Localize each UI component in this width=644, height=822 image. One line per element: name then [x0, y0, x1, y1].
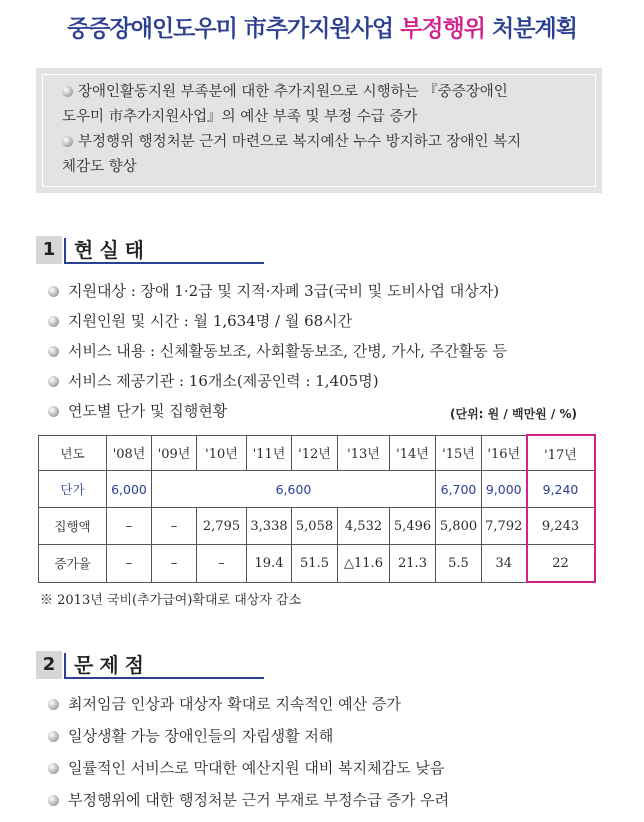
- section-number: 1: [36, 236, 62, 264]
- table-row-growth: [39, 545, 595, 583]
- list-item: 지원인원 및 시간 : 월 1,634명 / 월 68시간: [48, 310, 352, 332]
- list-item: 지원대상 : 장애 1·2급 및 지적·자폐 3급(국비 및 도비사업 대상자): [48, 280, 499, 302]
- table-cell: 19.4: [247, 545, 292, 583]
- table-row-exec: [39, 508, 595, 545]
- table-row-label: 집행액: [39, 508, 107, 545]
- table-cell: –: [197, 545, 247, 583]
- list-item: 일상생활 가능 장애인들의 자립생활 저해: [48, 725, 333, 747]
- bullet-icon: [48, 376, 59, 387]
- table-cell: 4,532: [338, 508, 390, 545]
- section-title: 현실태: [74, 238, 150, 262]
- section-number: 2: [36, 651, 62, 679]
- table-cell: 2,795: [197, 508, 247, 545]
- list-item: 일률적인 서비스로 막대한 예산지원 대비 복지체감도 낮음: [48, 757, 444, 779]
- bullet-icon: [48, 699, 59, 710]
- list-item: 연도별 단가 및 집행현황: [48, 400, 227, 422]
- list-item: 서비스 제공기관 : 16개소(제공인력 : 1,405명): [48, 370, 379, 392]
- page-title: [0, 10, 644, 43]
- table-cell: 6,600: [152, 471, 436, 508]
- bullet-icon: [48, 731, 59, 742]
- bullet-icon: [62, 136, 73, 147]
- table-cell: 6,000: [107, 471, 152, 508]
- table-cell: 5.5: [436, 545, 482, 583]
- table-header-cell: '13년: [338, 435, 390, 471]
- table-cell: 21.3: [390, 545, 436, 583]
- footnote: ※ 2013년 국비(추가급여)확대로 대상자 감소: [40, 593, 302, 608]
- table-row-price: [39, 471, 595, 508]
- table-cell: 51.5: [292, 545, 338, 583]
- table-header-row: [39, 435, 595, 471]
- bullet-icon: [48, 795, 59, 806]
- yearly-table: [38, 434, 596, 583]
- section-title: 문제점: [74, 653, 150, 677]
- table-cell: –: [107, 545, 152, 583]
- bullet-icon: [48, 346, 59, 357]
- title-part-plan: 처분계획: [492, 16, 577, 42]
- list-item: 서비스 내용 : 신체활동보조, 사회활동보조, 간병, 가사, 주간활동 등: [48, 340, 507, 362]
- table-cell: 34: [482, 545, 527, 583]
- table-cell: 22: [527, 545, 595, 583]
- table-cell: 7,792: [482, 508, 527, 545]
- bullet-icon: [48, 763, 59, 774]
- title-part-program: 중증장애인도우미 市추가지원사업: [67, 16, 394, 42]
- table-header-cell: '08년: [107, 435, 152, 471]
- table-row-label: 단가: [39, 471, 107, 508]
- table-cell: –: [152, 545, 197, 583]
- table-cell: 9,000: [482, 471, 527, 508]
- bullet-icon: [62, 86, 73, 97]
- table-header-cell: '09년: [152, 435, 197, 471]
- section-divider: [64, 238, 66, 264]
- table-cell: –: [107, 508, 152, 545]
- summary-box: [36, 68, 602, 193]
- table-cell: 9,240: [527, 471, 595, 508]
- table-header-cell: '14년: [390, 435, 436, 471]
- bullet-icon: [48, 286, 59, 297]
- table-header-cell: '12년: [292, 435, 338, 471]
- list-item: 최저임금 인상과 대상자 확대로 지속적인 예산 증가: [48, 693, 401, 715]
- title-part-misconduct: 부정행위: [400, 16, 486, 42]
- bullet-icon: [48, 406, 59, 417]
- summary-line: 체감도 향상: [62, 159, 137, 175]
- table-header-cell: '17년: [527, 435, 595, 471]
- table-cell: 5,058: [292, 508, 338, 545]
- table-cell: 3,338: [247, 508, 292, 545]
- list-item: 부정행위에 대한 행정처분 근거 부재로 부정수급 증가 우려: [48, 789, 449, 811]
- table-cell: –: [152, 508, 197, 545]
- table-cell: 9,243: [527, 508, 595, 545]
- unit-label: (단위: 원 / 백만원 / %): [450, 407, 577, 421]
- table-cell: 5,496: [390, 508, 436, 545]
- table-header-cell: '11년: [247, 435, 292, 471]
- table-header-cell: '16년: [482, 435, 527, 471]
- summary-line: 장애인활동지원 부족분에 대한 추가지원으로 시행하는 『중증장애인: [62, 80, 592, 105]
- table-cell: 5,800: [436, 508, 482, 545]
- table-row-label: 증가율: [39, 545, 107, 583]
- table-header-cell: 년도: [39, 435, 107, 471]
- table-header-cell: '15년: [436, 435, 482, 471]
- table-cell: △11.6: [338, 545, 390, 583]
- section-divider: [64, 653, 66, 679]
- table-cell: 6,700: [436, 471, 482, 508]
- summary-line: 도우미 市추가지원사업』의 예산 부족 및 부정 수급 증가: [62, 109, 418, 125]
- bullet-icon: [48, 316, 59, 327]
- summary-line: 부정행위 행정처분 근거 마련으로 복지예산 누수 방지하고 장애인 복지: [62, 130, 592, 155]
- table-header-cell: '10년: [197, 435, 247, 471]
